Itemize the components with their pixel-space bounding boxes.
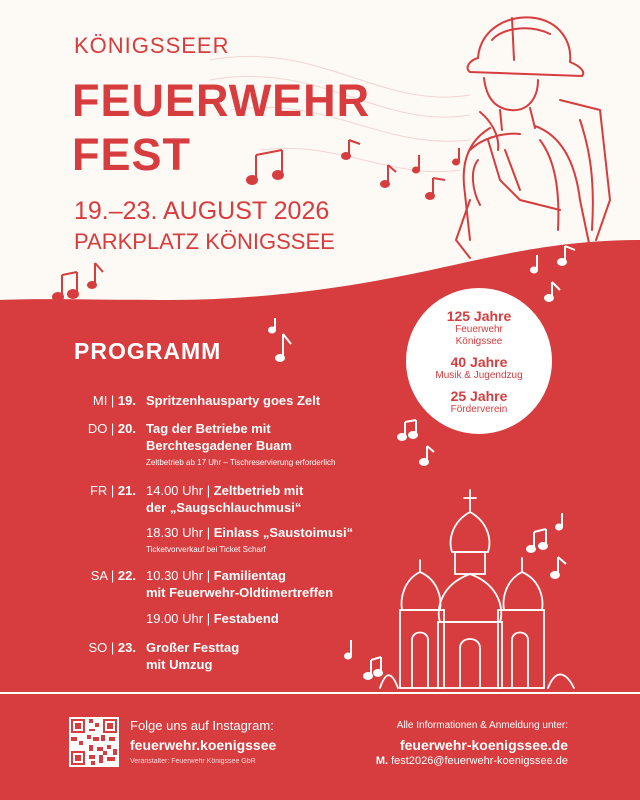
event-do-line1: Tag der Betriebe mit <box>146 421 271 436</box>
music-note-icon <box>420 446 434 465</box>
info-label: Alle Informationen & Anmeldung unter: <box>396 720 568 731</box>
day-label-so: SO | 23. <box>88 640 136 655</box>
event-so-line2: mit Umzug <box>146 657 213 672</box>
event-mi: Spritzenhausparty goes Zelt <box>146 393 321 408</box>
event-fr-2: 18.30 Uhr | Einlass „Saustoimusi“ <box>146 525 354 540</box>
instagram-label: Folge uns auf Instagram: <box>130 718 274 733</box>
music-note-icon <box>269 318 291 361</box>
music-note-icon <box>527 529 547 552</box>
day-label-sa: SA | 22. <box>90 568 136 583</box>
music-note-icon <box>558 246 575 265</box>
event-sa-1-line2: mit Feuerwehr-Oldtimertreffen <box>146 585 334 600</box>
organizer-note: Veranstalter: Feuerwehr Königssee GbR <box>130 758 256 765</box>
event-sa-1-line1: 10.30 Uhr | Familientag <box>146 568 286 583</box>
event-subtitle: KÖNIGSSEER <box>74 33 230 58</box>
church-domes-illustration <box>380 490 574 688</box>
badge-line1-small-b: Königssee <box>455 336 503 347</box>
event-title-line1: FEUERWEHR <box>72 75 371 126</box>
event-location: PARKPLATZ KÖNIGSSEE <box>74 229 335 254</box>
music-note-icon <box>556 513 562 530</box>
event-fr-1-line2: der „Saugschlauchmusi“ <box>146 500 302 515</box>
event-do-note: Zeltbetrieb ab 17 Uhr – Tischreservierung erforderlich <box>146 458 336 467</box>
qr-code-icon[interactable] <box>69 717 119 767</box>
program-heading: PROGRAMM <box>74 338 222 364</box>
event-fr-1-line1: 14.00 Uhr | Zeltbetrieb mit <box>146 483 304 498</box>
day-label-fr: FR | 21. <box>89 483 136 498</box>
badge-line3-small: Förderverein <box>450 404 508 415</box>
music-note-icon <box>364 657 382 679</box>
event-title-line2: FEST <box>72 129 192 180</box>
event-so-line1: Großer Festtag <box>146 640 240 655</box>
music-note-icon <box>345 640 351 659</box>
badge-line2-small: Musik & Jugendzug <box>435 370 523 381</box>
email-line[interactable]: M. fest2026@feuerwehr-koenigssee.de <box>375 755 568 767</box>
event-do-line2: Berchtesgadener Buam <box>146 438 292 453</box>
music-note-icon <box>398 420 417 440</box>
footer-divider <box>0 692 640 694</box>
website-link[interactable]: feuerwehr-koenigssee.de <box>399 737 568 753</box>
anniversary-badge <box>404 286 554 436</box>
music-note-icon <box>531 255 537 273</box>
event-fr-note: Ticketvorverkauf bei Ticket Scharf <box>146 545 266 554</box>
day-label-do: DO | 20. <box>87 421 136 436</box>
instagram-handle[interactable]: feuerwehr.koenigssee <box>130 737 277 753</box>
event-dates: 19.–23. AUGUST 2026 <box>74 197 330 225</box>
music-note-icon <box>551 557 566 578</box>
day-label-mi: MI | 19. <box>92 393 136 408</box>
badge-line1-small-a: Feuerwehr <box>455 324 503 335</box>
badge-line2-big: 40 Jahre <box>450 354 508 370</box>
badge-line1-big: 125 Jahre <box>446 308 512 324</box>
badge-line3-big: 25 Jahre <box>450 388 508 404</box>
event-sa-2: 19.00 Uhr | Festabend <box>146 611 279 626</box>
